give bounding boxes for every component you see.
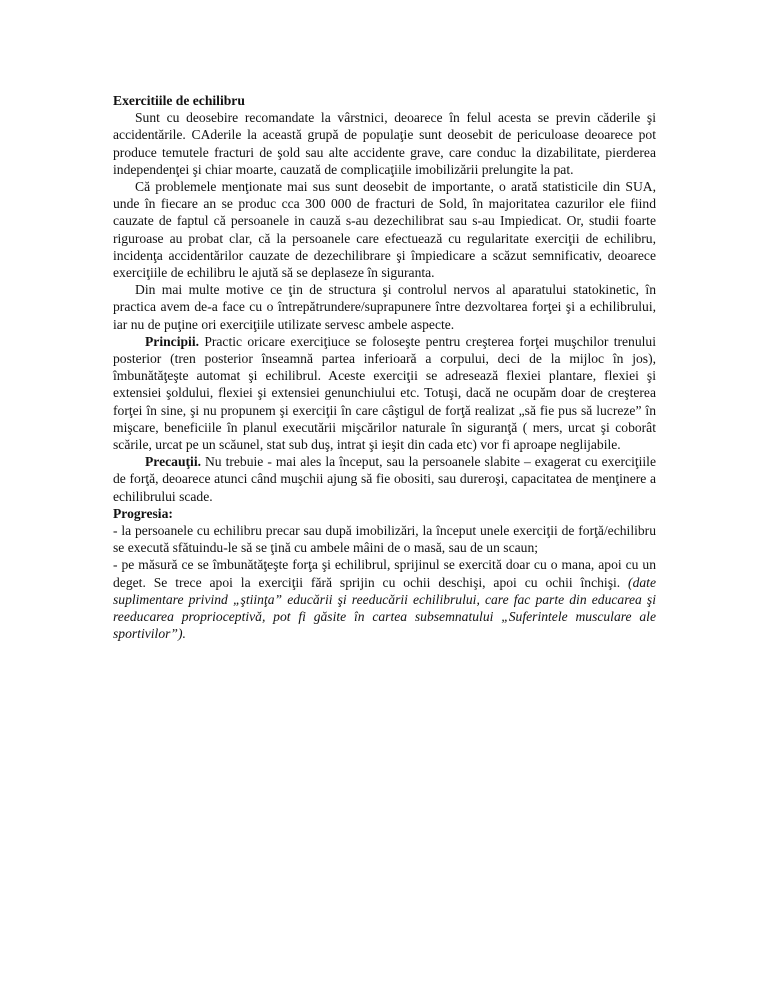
progresia-item-2-text: - pe măsură ce se îmbunătăţeşte forţa şi echilibrul, sprijinul se exercită doar cu o mana, apoi cu un deget. Se trece apoi la exerciţii fără sprijin cu ochii deschişi, apoi cu ochii închişi. xyxy=(113,557,656,590)
precautii-text: Nu trebuie - mai ales la început, sau la persoanele slabite – exagerat cu exerciţiile de forţă, deoarece atunci când muşchii ajung să fie obositi, sau dureroşi, capacitatea de menţinere a echilibrului scade. xyxy=(113,454,656,504)
paragraph-intro: Sunt cu deosebire recomandate la vârstnici, deoarece în felul acesta se previn căderile şi accidentările. CAderile la această grupă de populaţie sunt deosebit de periculoase deoarece pot produce temutele fracturi de şold sau alte accidente grave, care conduc la dizabilitate, pierderea independenţei şi chiar moarte, cauzată de complicaţiile imobilizării prelungite la pat. xyxy=(113,110,656,177)
progresia-item-1: - la persoanele cu echilibru precar sau după imobilizări, la început unele exerciţii de forţă/echilibru se execută sfătuindu-le să se ţină cu ambele mâini de o masă, sau de un scaun; xyxy=(113,523,656,556)
paragraph-precautii xyxy=(113,453,656,505)
paragraph-statistics: Că problemele menţionate mai sus sunt deosebit de importante, o arată statisticile din SUA, unde în fiecare an se produc cca 300 000 de fracturi de Sold, în majoritatea cazurilor ele fiind cauzate de faptul că persoanele in cauză s-au dezechilibrat sau s-au Impiedicat. Or, studii foarte riguroase au probat clar, că la persoanele care efectuează cu regularitate exerciţii de echilibru, incidenţa accidentărilor cauzate de dezechilibrare şi împiedicare a scăzut semnificativ, deoarece exerciţiile de echilibru le ajută să se deplaseze în siguranta. xyxy=(113,179,656,281)
document-title: Exercitiile de echilibru xyxy=(113,93,245,108)
principii-text: Practic oricare exerciţiuce se foloseşte pentru creşterea forţei muşchilor trenului posterior (tren posterior înseamnă partea inferioară a corpului, deci de la mijloc în jos), îmbunătăţeşte automat şi echilibrul. Aceste exerciţii se adresează flexiei plantare, flexiei şi extensiei şoldului, flexiei şi extensiei genunchiului etc. Totuşi, dacă ne ocupăm doar de creşterea forţei în sine, şi nu propunem şi exerciţii în care câştigul de forţă realizat „să fie pus să lucreze” în mişcare, beneficiile în planul executării mişcărilor naturale în siguranţă ( mers, urcat şi coborât scările, urcat pe un scăunel, stat sub duş, intrat şi ieşit din cada etc) vor fi aproape neglijabile. xyxy=(113,333,656,453)
progresia-note: (date suplimentare privind „ştiinţa” educării şi reeducării echilibrului, care fac parte din educarea şi reeducarea proprioceptivă, pot fi găsite în cartea subsemnatului „Suferintele musculare ale sportivilor”). xyxy=(113,574,656,642)
precautii-label: Precauţii. xyxy=(145,454,201,470)
document-page xyxy=(113,92,656,643)
progresia-heading: Progresia: xyxy=(113,505,173,521)
progresia-item-2 xyxy=(113,556,656,642)
paragraph-structure: Din mai multe motive ce ţin de structura şi controlul nervos al aparatului statokinetic, în practica avem de-a face cu o întrepătrundere/suprapunere între dezvoltarea forţei şi a echilibrului, iar nu de puţine ori exerciţiile utilizate servesc ambele aspecte. xyxy=(113,282,656,332)
principii-label: Principii. xyxy=(145,333,199,349)
paragraph-principii xyxy=(113,333,656,453)
